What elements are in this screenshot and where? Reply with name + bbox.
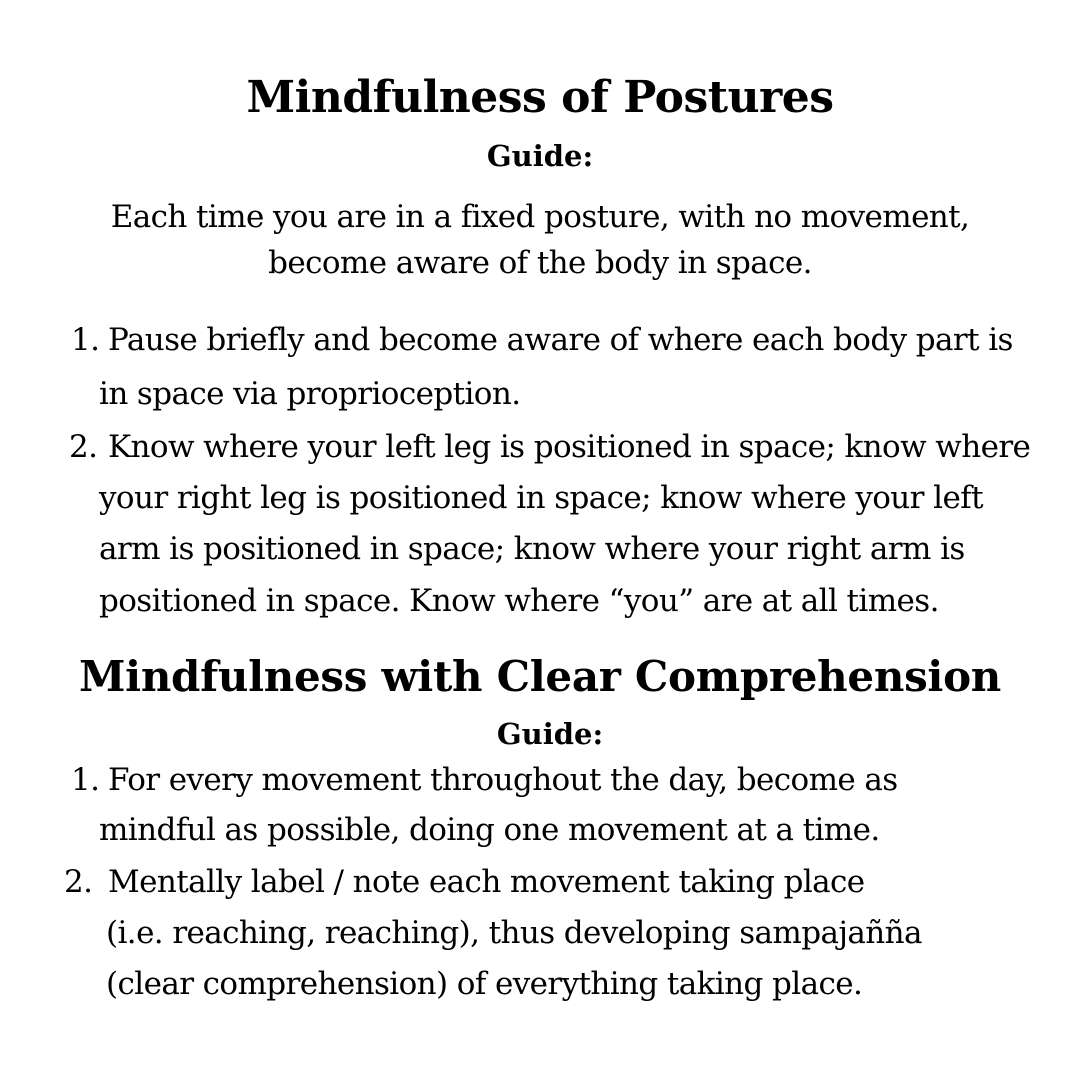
list-item-line: Know where your left leg is positioned in space; know where	[108, 429, 1031, 465]
list-number: 1.	[71, 322, 100, 358]
list-number: 2.	[69, 429, 98, 465]
list-item-line: Pause briefly and become aware of where each body part is	[108, 322, 1013, 358]
intro-line: Each time you are in a fixed posture, with no movement,	[110, 199, 970, 235]
list-item-line: mindful as possible, doing one movement at a time.	[99, 812, 880, 848]
section1-guide-label: Guide:	[486, 139, 594, 173]
list-item-line: For every movement throughout the day, become as	[108, 762, 898, 798]
list-item-line: in space via proprioception.	[99, 376, 521, 412]
section1-title: Mindfulness of Postures	[246, 72, 834, 123]
intro-line: become aware of the body in space.	[268, 245, 812, 281]
list-item-line: (i.e. reaching, reaching), thus developing sampajañña	[106, 915, 922, 951]
list-item-line: positioned in space. Know where “you” are at all times.	[99, 583, 939, 619]
list-number: 2.	[64, 864, 93, 900]
list-item-line: arm is positioned in space; know where your right arm is	[99, 531, 965, 567]
section2-title: Mindfulness with Clear Comprehension	[78, 652, 1002, 701]
section1-intro	[0, 194, 1080, 286]
list-item-line: (clear comprehension) of everything taking place.	[106, 966, 863, 1002]
list-item-line: your right leg is positioned in space; know where your left	[99, 480, 983, 516]
list-item-line: Mentally label / note each movement taking place	[108, 864, 865, 900]
section2-guide-label: Guide:	[496, 717, 604, 751]
list-number: 1.	[71, 762, 100, 798]
